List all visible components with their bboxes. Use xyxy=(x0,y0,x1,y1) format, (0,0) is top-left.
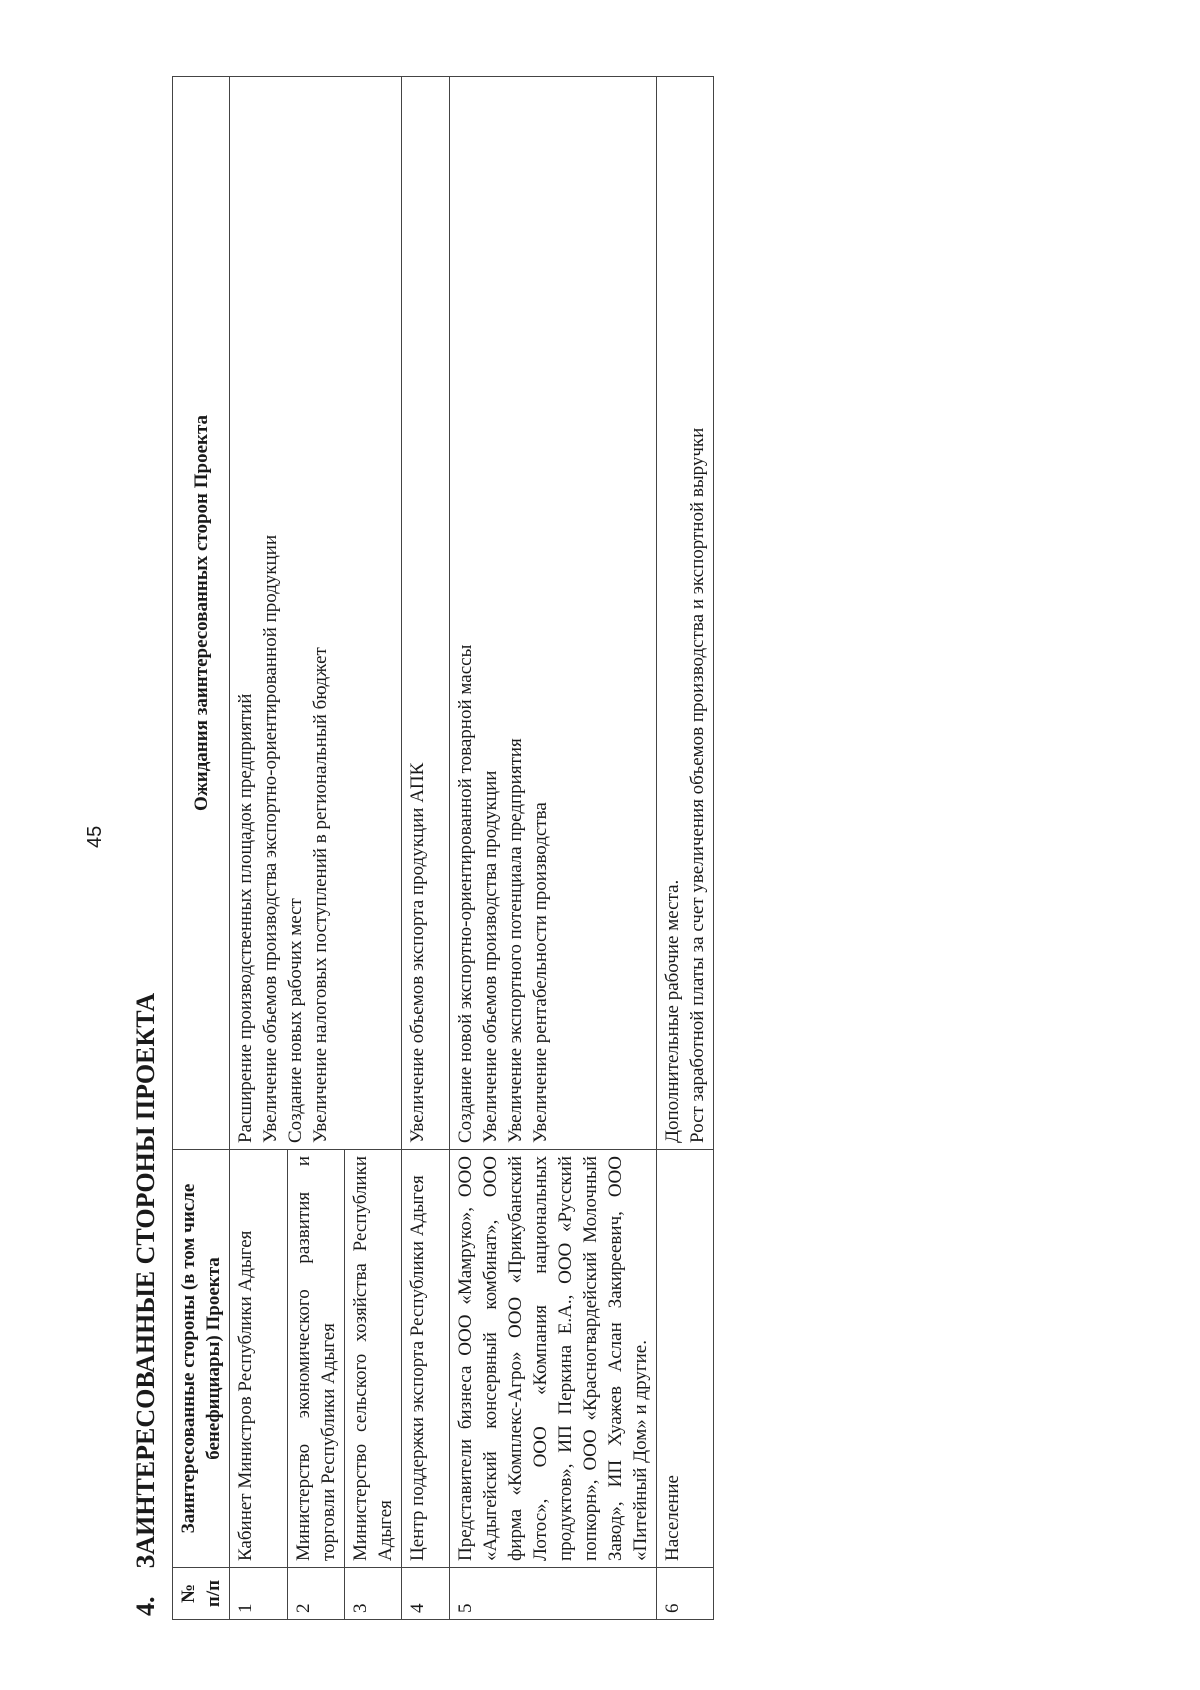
expectations-cell xyxy=(230,77,402,1150)
expectations-cell xyxy=(450,77,657,1150)
row-stakeholder: Представители бизнеса ООО «Мамруко», ООО «Адыгейский консервный комбинат», ООО фирма «Комплекс-Агро» ООО «Прикубанский Лотос», ООО «Компания национальных продуктов», ИП Перкина Е.А., ООО «Русский попкорн», ООО «Красногвардейский Молочный Завод», ИП Хуажев Аслан Закиреевич, ООО «Питейный Дом» и другие. xyxy=(450,1150,657,1568)
table-row xyxy=(657,77,714,1620)
expectation-item: Расширение производственных площадок предприятий xyxy=(235,693,256,1143)
section-number: 4. xyxy=(131,1596,160,1616)
row-num: 4 xyxy=(402,1568,450,1620)
table-row xyxy=(230,77,288,1620)
section-title: ЗАИНТЕРЕСОВАННЫЕ СТОРОНЫ ПРОЕКТА xyxy=(131,992,160,1569)
expectation-item: Увеличение объемов производства продукции xyxy=(480,770,501,1143)
page-number: 45 xyxy=(84,825,106,848)
expectation-item: Увеличение налоговых поступлений в региональный бюджет xyxy=(310,647,331,1143)
table-header-row xyxy=(173,77,230,1620)
table-row xyxy=(402,77,450,1620)
section-heading xyxy=(120,60,172,1620)
row-num: 3 xyxy=(345,1568,402,1620)
expectations-cell xyxy=(657,77,714,1150)
row-num: 1 xyxy=(230,1568,288,1620)
landscape-content xyxy=(120,60,708,1620)
expectation-item: Создание новых рабочих мест xyxy=(285,898,306,1143)
row-stakeholder: Министерство сельского хозяйства Республики Адыгея xyxy=(345,1150,402,1568)
header-expectations: Ожидания заинтересованных сторон Проекта xyxy=(173,77,230,1150)
expectation-item: Рост заработной платы за счет увеличения объемов производства и экспортной выручки xyxy=(687,427,708,1143)
row-num: 6 xyxy=(657,1568,714,1620)
header-stakeholder: Заинтересованные стороны (в том числе бенефициары) Проекта xyxy=(173,1150,230,1568)
table-row xyxy=(450,77,657,1620)
expectation-item: Создание новой экспортно-ориентированной товарной массы xyxy=(455,644,476,1143)
expectation-item: Увеличение объемов экспорта продукции АПК xyxy=(407,762,428,1143)
expectations-cell xyxy=(402,77,450,1150)
row-stakeholder: Население xyxy=(657,1150,714,1568)
header-num: № п/п xyxy=(173,1568,230,1620)
stakeholders-table xyxy=(172,76,714,1620)
row-stakeholder: Центр поддержки экспорта Республики Адыгея xyxy=(402,1150,450,1568)
row-stakeholder: Кабинет Министров Республики Адыгея xyxy=(230,1150,288,1568)
row-stakeholder: Министерство экономического развития и торговли Республики Адыгея xyxy=(288,1150,345,1568)
expectation-item: Увеличение рентабельности производства xyxy=(530,802,551,1143)
row-num: 5 xyxy=(450,1568,657,1620)
expectation-item: Увеличение объемов производства экспортно-ориентированной продукции xyxy=(260,534,281,1143)
row-num: 2 xyxy=(288,1568,345,1620)
expectation-item: Дополнительные рабочие места. xyxy=(662,879,683,1143)
expectation-item: Увеличение экспортного потенциала предприятия xyxy=(505,738,526,1143)
